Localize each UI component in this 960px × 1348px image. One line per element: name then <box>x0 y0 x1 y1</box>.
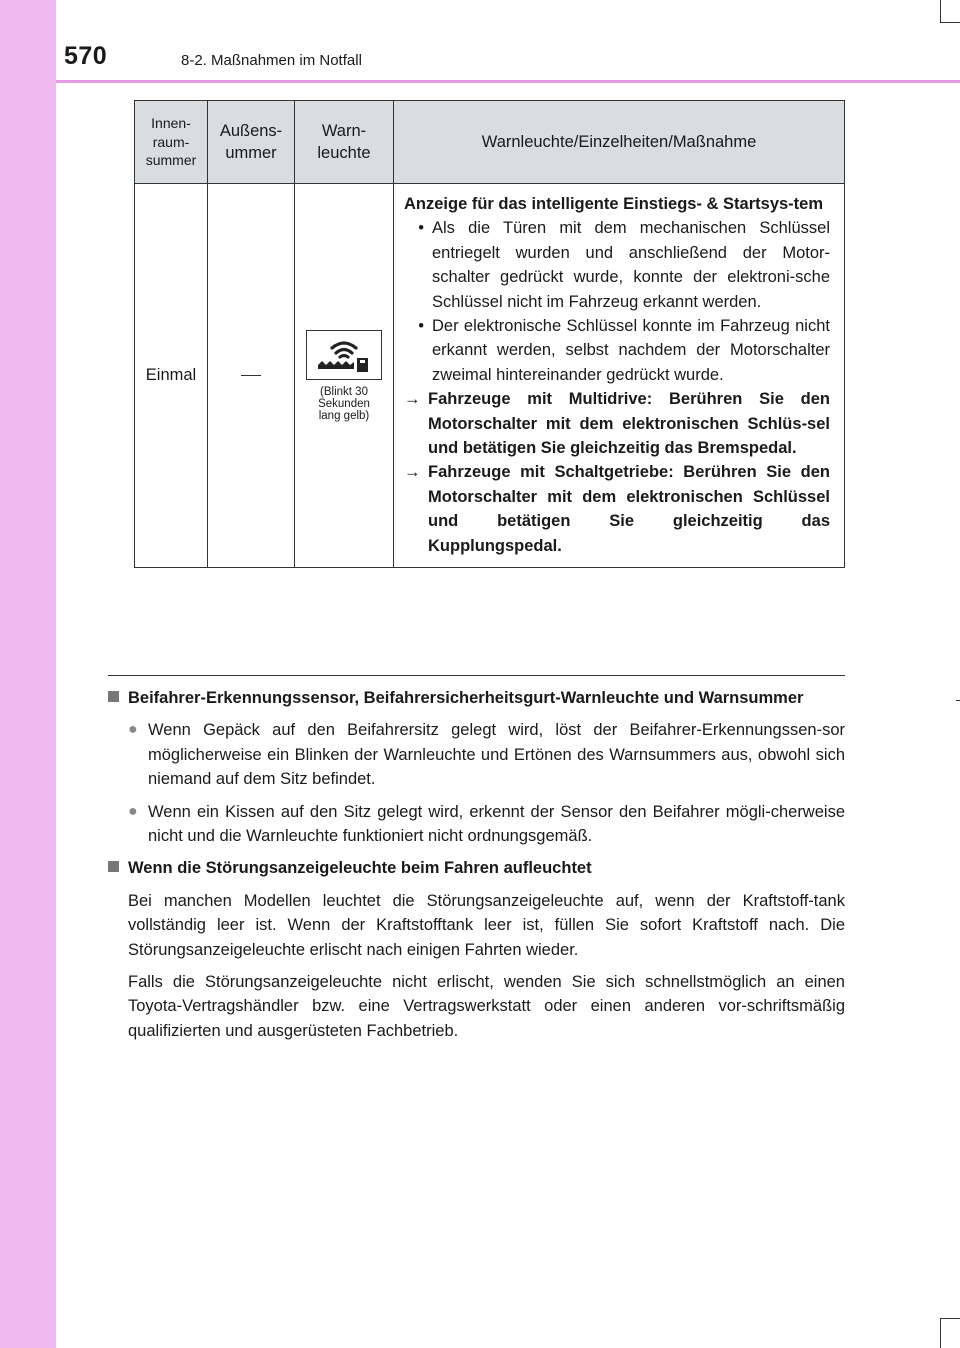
section-heading: Beifahrer-Erkennungssensor, Beifahrersicherheitsgurt-Warnleuchte und Warnsummer <box>108 686 845 710</box>
crop-mark <box>940 1318 941 1348</box>
side-margin-band <box>0 0 56 1348</box>
detail-action: → Fahrzeuge mit Multidrive: Berühren Sie den Motorschalter mit dem elektronischen Schlüs-sel und betätigen Sie gleichzeitig das Bremspedal. <box>404 387 830 460</box>
arrow-icon: → <box>404 390 421 409</box>
circle-bullet-icon: ● <box>128 721 138 739</box>
table-row <box>135 184 845 568</box>
page-number: 570 <box>64 42 108 70</box>
detail-action: → Fahrzeuge mit Schaltgetriebe: Berühren Sie den Motorschalter mit dem elektronischen Schlüssel und betätigen Sie gleichzeitig das Kupplungspedal. <box>404 460 830 558</box>
header-details: Warnleuchte/Einzelheiten/Maßnahme <box>394 101 845 184</box>
dash-mark <box>241 375 261 376</box>
cell-warnleuchte <box>295 184 394 568</box>
chapter-title: 8-2. Maßnahmen im Notfall <box>181 52 362 69</box>
section-body <box>108 686 845 1051</box>
icon-caption: (Blinkt 30 Sekunden lang gelb) <box>318 385 370 422</box>
square-bullet-icon <box>108 861 119 872</box>
crop-mark <box>940 1318 960 1319</box>
cell-aussensummer <box>208 184 295 568</box>
detail-title: Anzeige für das intelligente Einstiegs- & Startsys-tem <box>404 195 824 213</box>
header-divider <box>56 80 960 83</box>
crop-mark <box>956 700 960 701</box>
header-innenraumsummer: Innen- raum- summer <box>135 101 208 184</box>
warning-table <box>134 100 845 568</box>
header-warnleuchte: Warn- leuchte <box>295 101 394 184</box>
cell-innenraumsummer: Einmal <box>135 184 208 568</box>
crop-mark <box>940 0 941 22</box>
paragraph: Falls die Störungsanzeigeleuchte nicht erlischt, wenden Sie sich schnellstmöglich an einen Toyota-Vertragshändler bzw. eine Vertragswerkstatt oder einen anderen vor-schriftsmäßig qualifizierten und ausgerüsteten Fachbetrieb. <box>128 973 845 1040</box>
list-item: ● Wenn Gepäck auf den Beifahrersitz gelegt wird, löst der Beifahrer-Erkennungssen-sor möglicherweise ein Blinken der Warnleuchte und Ertönen des Warnsummers aus, obwohl sich niemand auf dem Sitz befindet. <box>108 718 845 791</box>
header-aussensummer: Außens- ummer <box>208 101 295 184</box>
cell-details <box>394 184 845 568</box>
paragraph: Bei manchen Modellen leuchtet die Störungsanzeigeleuchte auf, wenn der Kraftstoff-tank vollständig leer ist. Wenn der Kraftstofftank leer ist, füllen Sie sofort Kraftstoff nach. Die Störungsanzeigeleuchte erlischt nach einigen Fahrten wieder. <box>128 891 845 959</box>
arrow-icon: → <box>404 463 421 482</box>
section-heading: Wenn die Störungsanzeigeleuchte beim Fahren aufleuchtet <box>108 856 845 880</box>
crop-mark <box>940 22 960 23</box>
circle-bullet-icon: ● <box>128 802 138 820</box>
section-divider <box>108 675 845 676</box>
table-header-row <box>135 101 845 184</box>
smart-key-warning-icon <box>306 330 382 380</box>
detail-bullet: • Der elektronische Schlüssel konnte im Fahrzeug nicht erkannt werden, selbst nachdem der Motorschalter zweimal hintereinander gedrückt wurde. <box>418 317 830 384</box>
detail-bullet: • Als die Türen mit dem mechanischen Schlüssel entriegelt wurden und anschließend der Motor-schalter gedrückt wurde, konnte der elektroni-sche Schlüssel nicht im Fahrzeug erkannt werden. <box>418 219 830 311</box>
list-item: ● Wenn ein Kissen auf den Sitz gelegt wird, erkennt der Sensor den Beifahrer mögli-cherweise nicht und die Warnleuchte funktioniert nicht ordnungsgemäß. <box>108 800 845 849</box>
square-bullet-icon <box>108 691 119 702</box>
